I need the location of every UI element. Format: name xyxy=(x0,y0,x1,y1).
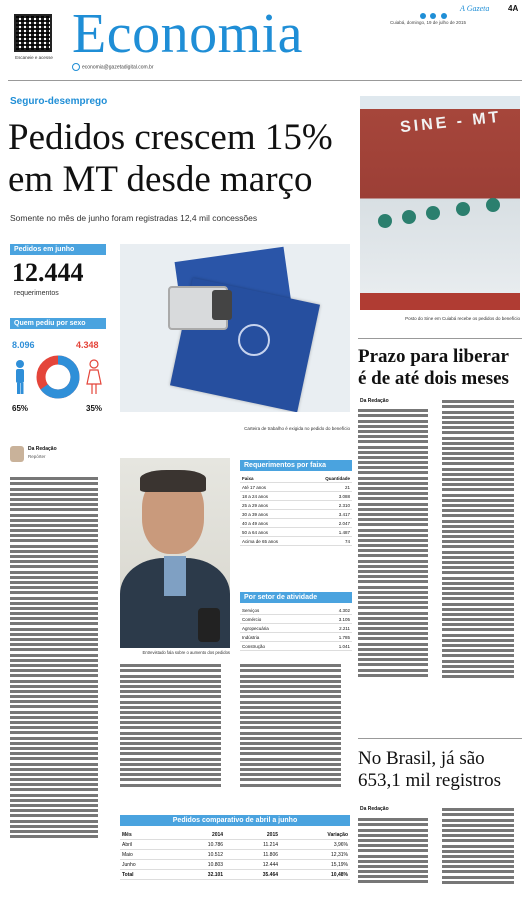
carteira-caption: Carteira de trabalho é exigida no pedido do benefício xyxy=(244,426,350,431)
body-col-3 xyxy=(240,662,352,808)
side-rule-1 xyxy=(358,338,522,339)
bottom-table xyxy=(120,830,350,880)
side-headline-2: é de até dois meses xyxy=(358,368,509,389)
table-row: Maio 10.512 11.806 12,31% xyxy=(122,851,348,858)
table-row: Serviços 4.302 xyxy=(242,607,350,613)
second-headline-1: No Brasil, já são xyxy=(358,748,485,769)
male-pct: 65% xyxy=(12,404,29,413)
masthead-rule xyxy=(8,80,522,81)
female-icon xyxy=(87,360,101,394)
bottom-table-title: Pedidos comparativo de abril a junho xyxy=(120,815,350,826)
side-col-2 xyxy=(442,398,522,725)
email-text[interactable]: economia@gazetadigital.com.br xyxy=(82,64,154,71)
second-headline-2: 653,1 mil registros xyxy=(358,770,502,791)
carteira-photo xyxy=(120,244,350,412)
bottom-table-header: Mês 2014 2015 Variação xyxy=(122,831,348,838)
table-b-title: Por setor de atividade xyxy=(240,592,352,603)
sine-photo xyxy=(360,96,520,310)
male-count: 8.096 xyxy=(12,340,35,350)
table-a xyxy=(240,474,352,546)
big-number: 12.444 xyxy=(12,258,84,287)
author-avatar xyxy=(10,446,24,462)
gender-donut xyxy=(8,352,108,402)
side-byline: Da Redação xyxy=(360,398,389,404)
table-row: Acima de 65 anos 74 xyxy=(242,538,350,544)
big-number-label: requerimentos xyxy=(14,290,59,297)
sine-sign: SINE - MT xyxy=(399,108,503,137)
table-a-title: Requerimentos por faixa xyxy=(240,460,352,471)
second-col-1 xyxy=(358,816,436,896)
brand-logo: A Gazeta xyxy=(460,4,490,13)
side-col-1 xyxy=(358,407,436,725)
email-icon xyxy=(72,63,80,71)
table-b xyxy=(240,606,352,651)
qr-code[interactable] xyxy=(14,14,52,52)
email-line xyxy=(72,63,154,71)
kicker: Seguro-desemprego xyxy=(10,96,108,107)
section-title: Economia xyxy=(72,3,304,65)
portrait-photo xyxy=(120,458,230,648)
table-row: 18 a 24 anos 3.088 xyxy=(242,493,350,499)
page-number: 4A xyxy=(508,4,519,13)
sine-photo-caption: Posto do Sine em Cuiabá recebe os pedidos do benefício xyxy=(405,316,520,321)
date-line: Cuiabá, domingo, 19 de julho de 2015 xyxy=(390,20,467,25)
table-row: 40 a 49 anos 2.047 xyxy=(242,520,350,526)
female-count: 4.348 xyxy=(76,340,99,350)
table-row: Agropecuária 2.211 xyxy=(242,625,350,631)
female-pct: 35% xyxy=(86,404,103,413)
table-a-header: Faixa Quantidade xyxy=(242,475,350,481)
table-row: Até 17 anos 21 xyxy=(242,484,350,490)
table-row: 25 a 29 anos 2.310 xyxy=(242,502,350,508)
table-row: Comércio 3.105 xyxy=(242,616,350,622)
body-col-1 xyxy=(10,475,108,895)
subhead: Somente no mês de junho foram registradas 12,4 mil concessões xyxy=(10,213,258,223)
table-row: Abril 10.786 11.214 3,96% xyxy=(122,841,348,848)
author-role: Repórter xyxy=(28,454,46,459)
stats-label-1: Pedidos em junho xyxy=(10,244,106,255)
author-name: Da Redação xyxy=(28,446,57,452)
headline-line-2: em MT desde março xyxy=(8,159,313,200)
table-row: Total 32.101 35.464 10,48% xyxy=(122,871,348,878)
side-headline-1: Prazo para liberar xyxy=(358,346,509,367)
stats-label-2: Quem pediu por sexo xyxy=(10,318,106,329)
portrait-caption: Entrevistado fala sobre o aumento dos pedidos xyxy=(142,650,230,655)
male-icon xyxy=(16,360,24,394)
table-row: Indústria 1.785 xyxy=(242,634,350,640)
table-row: Construção 1.041 xyxy=(242,643,350,649)
table-row: Junho 10.803 12.444 15,19% xyxy=(122,861,348,868)
side-rule-2 xyxy=(358,738,522,739)
second-byline: Da Redação xyxy=(360,806,389,812)
table-row: 30 a 39 anos 3.417 xyxy=(242,511,350,517)
table-row: 50 a 64 anos 1.487 xyxy=(242,529,350,535)
second-col-2 xyxy=(442,806,522,896)
headline-line-1: Pedidos crescem 15% xyxy=(8,117,333,158)
body-col-2 xyxy=(120,662,232,808)
qr-caption: Escaneie e acesse xyxy=(15,55,53,60)
